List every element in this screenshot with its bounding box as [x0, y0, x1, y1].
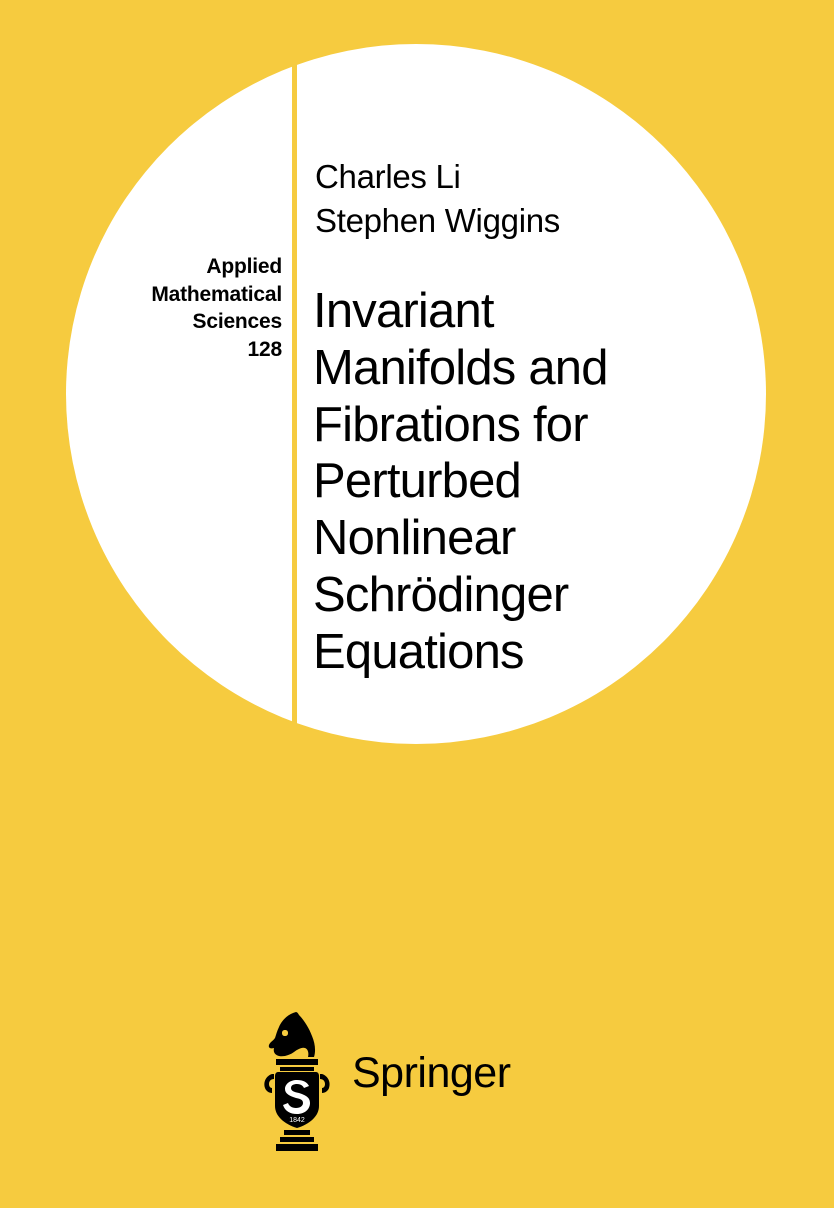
- author-name-1: Charles Li: [315, 158, 461, 195]
- series-line-2: Mathematical: [151, 282, 282, 306]
- series-line-3: Sciences: [192, 310, 282, 333]
- title-line-6: Schrödinger: [313, 568, 569, 623]
- author-name-2: Stephen Wiggins: [315, 201, 560, 239]
- series-volume-number: 128: [247, 337, 282, 361]
- series-info: [110, 253, 282, 363]
- title-line-2: Manifolds and: [313, 340, 608, 395]
- book-title: [313, 283, 733, 681]
- springer-knight-logo-icon: [258, 1008, 336, 1153]
- title-line-7: Equations: [313, 624, 524, 679]
- vertical-divider-rule: [292, 62, 297, 747]
- title-line-1: Invariant: [313, 284, 494, 338]
- title-line-3: Fibrations for: [313, 397, 588, 452]
- publisher-name: Springer: [352, 1048, 511, 1097]
- title-line-5: Nonlinear: [313, 511, 516, 566]
- series-line-1: Applied: [206, 255, 282, 278]
- publisher-block: [258, 1005, 588, 1155]
- logo-year-text: 1842: [289, 1116, 305, 1124]
- title-line-4: Perturbed: [313, 454, 521, 509]
- author-list: [315, 155, 560, 243]
